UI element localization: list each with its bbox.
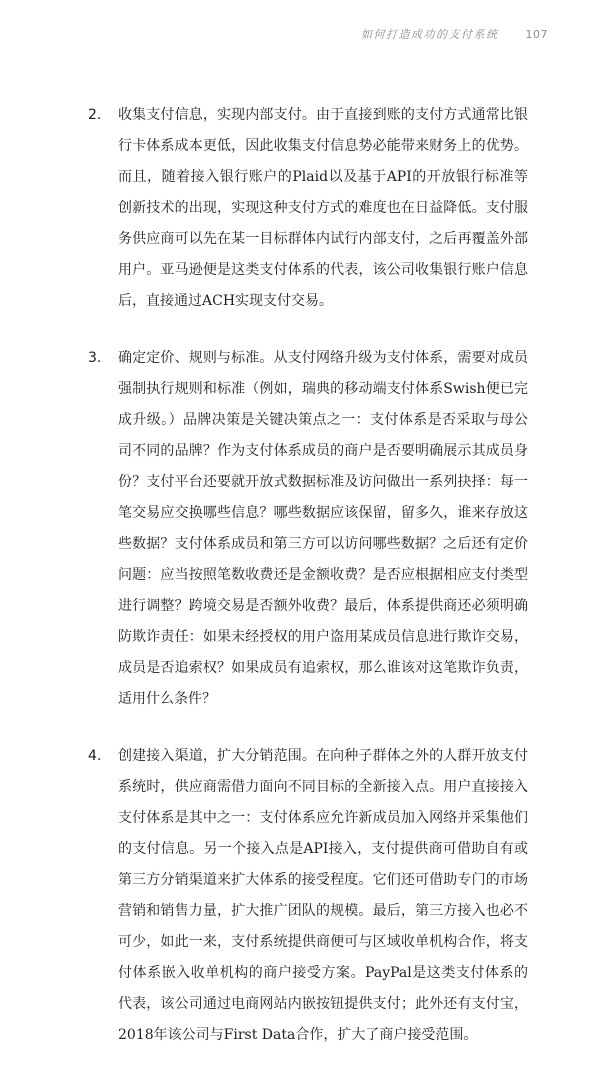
page-body	[88, 100, 528, 1077]
list-item	[88, 741, 528, 1051]
page-number: 107	[525, 28, 548, 41]
item-number: 2.	[88, 107, 102, 123]
list-item	[88, 343, 528, 715]
book-title: 如何打造成功的支付系统	[361, 28, 499, 41]
list-item	[88, 100, 528, 317]
item-text: 创建接入渠道，扩大分销范围。在向种子群体之外的人群开放支付系统时，供应商需借力面向不同目标的全新接入点。用户直接接入支付体系是其中之一：支付体系应允许新成员加入网络并采集他们的支付信息。另一个接入点是API接入，支付提供商可借助自有或第三方分销渠道来扩大体系的接受程度。它们还可借助专门的市场营销和销售力量，扩大推广团队的规模。最后，第三方接入也必不可少，如此一来，支付系统提供商便可与区域收单机构合作，将支付体系嵌入收单机构的商户接受方案。PayPal是这类支付体系的代表，该公司通过电商网站内嵌按钮提供支付；此外还有支付宝，2018年该公司与First Data合作，扩大了商户接受范围。	[118, 748, 528, 1043]
running-header	[361, 26, 548, 42]
item-text: 确定定价、规则与标准。从支付网络升级为支付体系，需要对成员强制执行规则和标准（例如，瑞典的移动端支付体系Swish便已完成升级。）品牌决策是关键决策点之一：支付体系是否采取与母公司不同的品牌？作为支付体系成员的商户是否要明确展示其成员身份？支付平台还要就开放式数据标准及访问做出一系列抉择：每一笔交易应交换哪些信息？哪些数据应该保留，留多久，谁来存放这些数据？支付体系成员和第三方可以访问哪些数据？之后还有定价问题：应当按照笔数收费还是金额收费？是否应根据相应支付类型进行调整？跨境交易是否额外收费？最后，体系提供商还必须明确防欺诈责任：如果未经授权的用户盗用某成员信息进行欺诈交易，成员是否追索权？如果成员有追索权，那么谁该对这笔欺诈负责，适用什么条件？	[118, 350, 528, 707]
item-number: 4.	[88, 748, 102, 764]
item-text: 收集支付信息，实现内部支付。由于直接到账的支付方式通常比银行卡体系成本更低，因此收集支付信息势必能带来财务上的优势。而且，随着接入银行账户的Plaid以及基于API的开放银行标准等创新技术的出现，实现这种支付方式的难度也在日益降低。支付服务供应商可以先在某一目标群体内试行内部支付，之后再覆盖外部用户。亚马逊便是这类支付体系的代表，该公司收集银行账户信息后，直接通过ACH实现支付交易。	[118, 107, 528, 309]
item-number: 3.	[88, 350, 102, 366]
